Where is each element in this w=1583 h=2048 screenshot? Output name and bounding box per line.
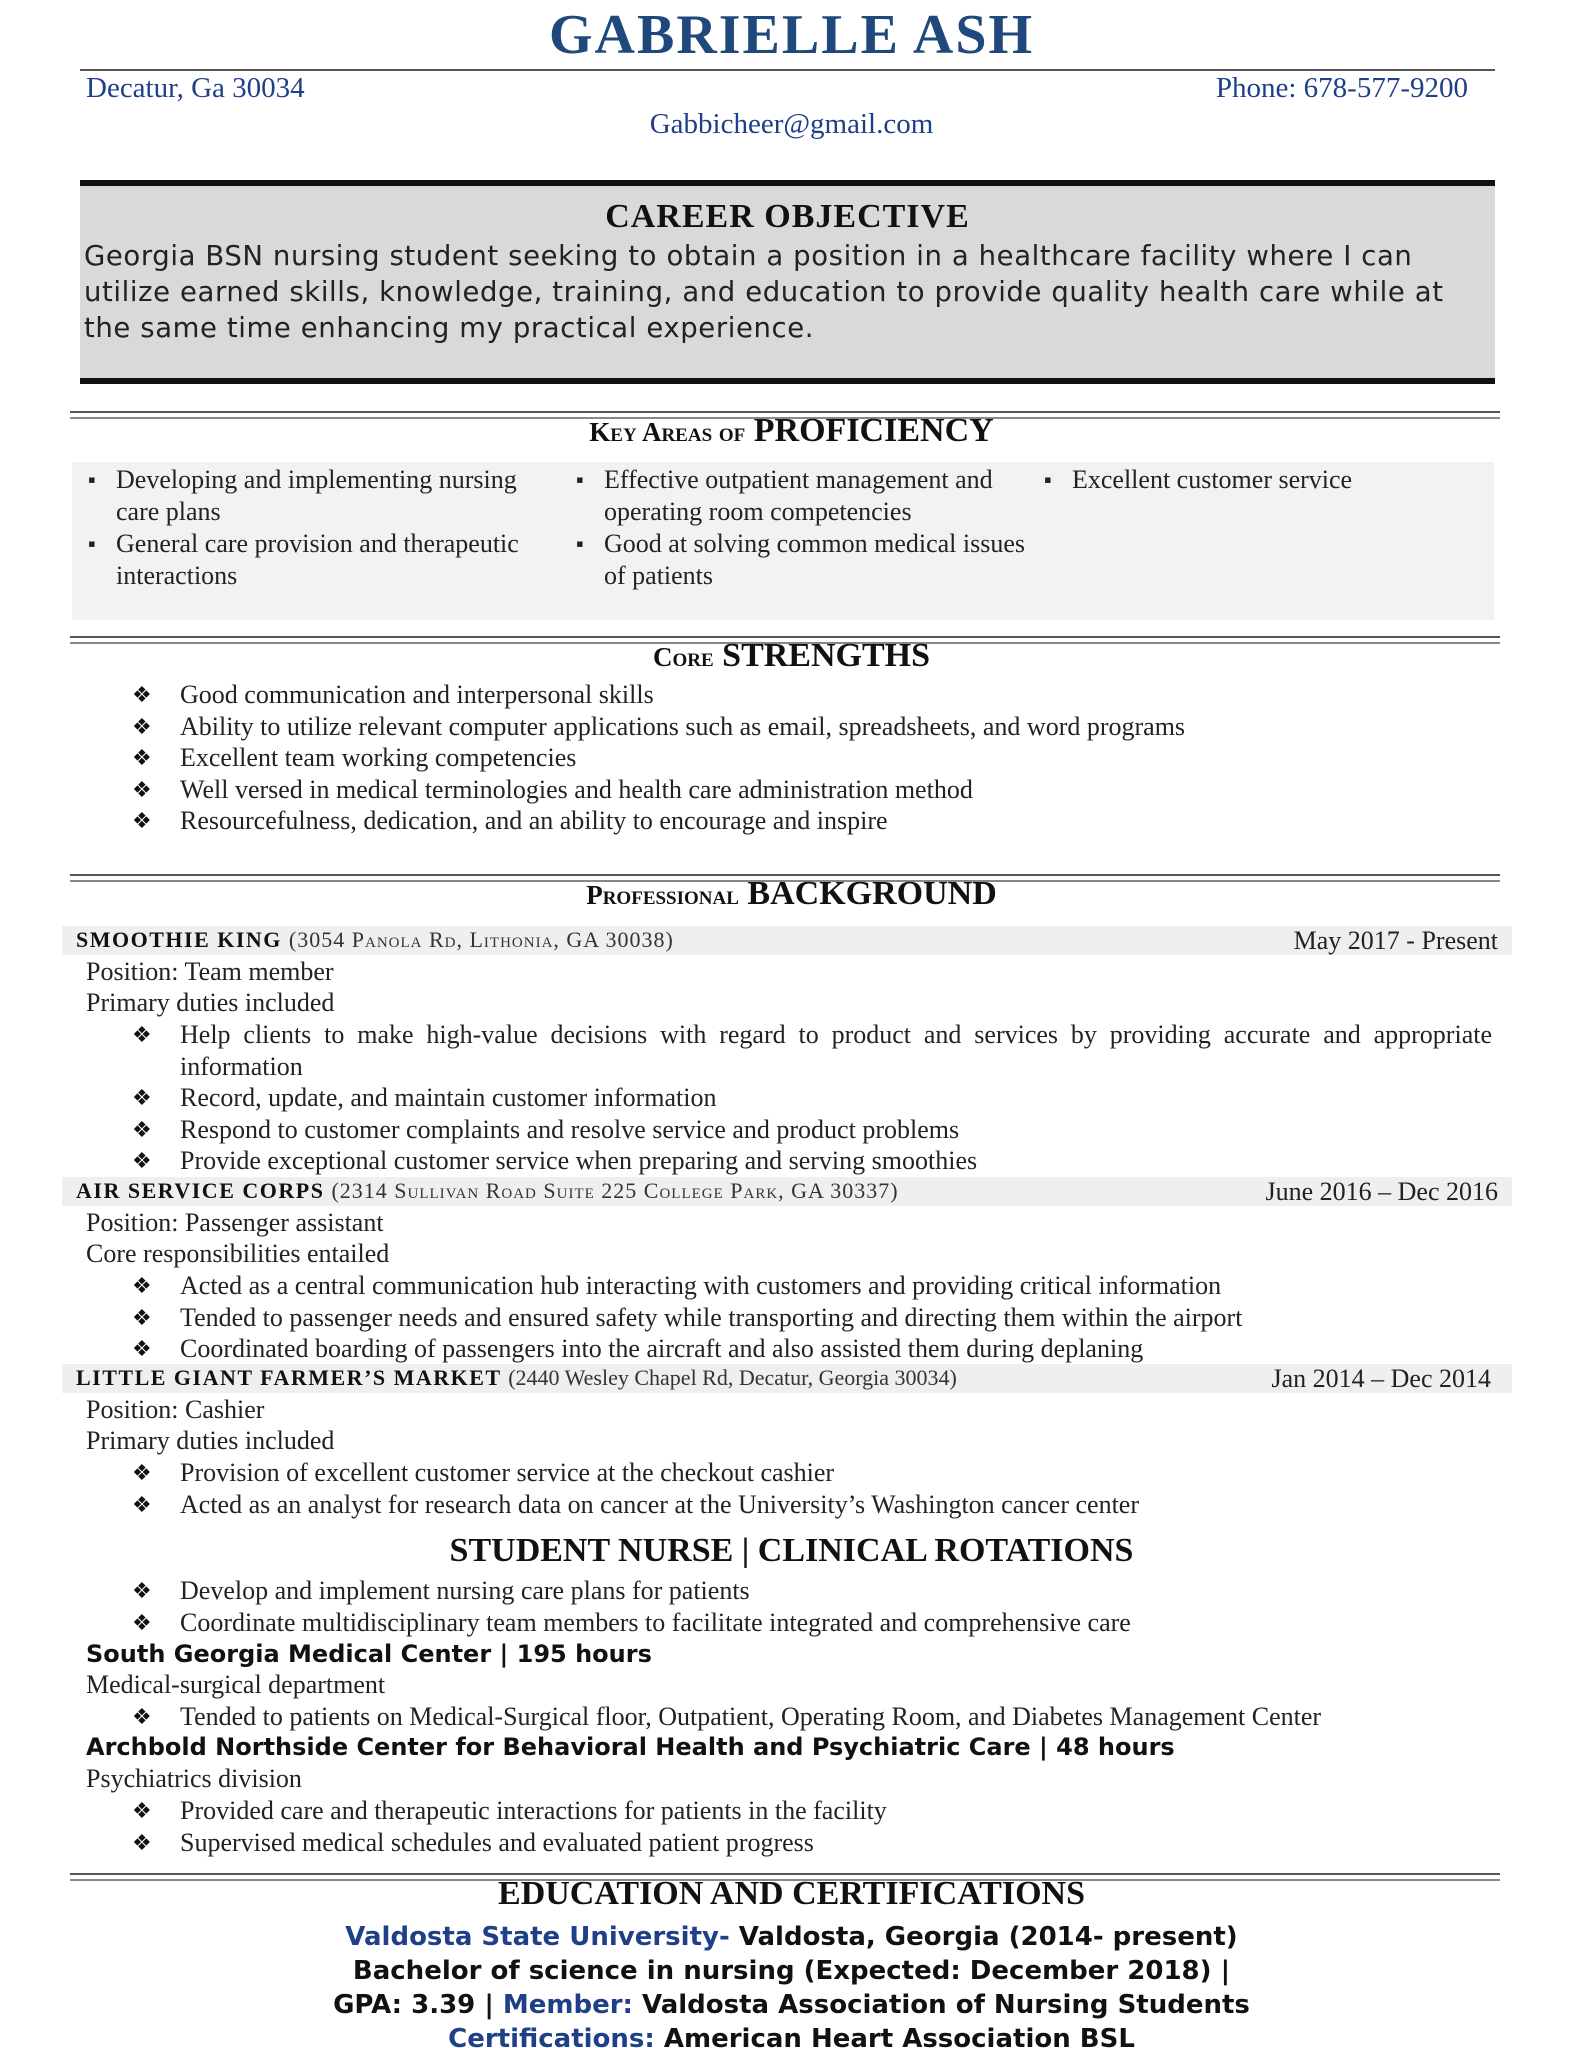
- proficiency-item: ▪ Excellent customer service: [1040, 464, 1460, 496]
- proficiency-col-3: [1040, 464, 1460, 496]
- proficiency-item: ▪ Good at solving common medical issues of patients: [572, 528, 1032, 592]
- job-duties-list: [132, 1270, 1492, 1365]
- education-school-line: [0, 1922, 1583, 1952]
- strengths-list: [132, 679, 1492, 837]
- clinical-site-list: [132, 1795, 1492, 1858]
- background-title-small: Professional: [586, 880, 739, 910]
- clinical-item: ❖ Supervised medical schedules and evaluated patient progress: [132, 1827, 1492, 1859]
- clinical-site-dept: Psychiatrics division: [86, 1764, 302, 1793]
- clinical-site-name: South Georgia Medical Center | 195 hours: [86, 1640, 652, 1668]
- duty-item: ❖ Tended to passenger needs and ensured safety while transporting and directing them within the airport: [132, 1302, 1492, 1334]
- duty-item: ❖ Acted as a central communication hub interacting with customers and providing critical information: [132, 1270, 1492, 1302]
- clinical-item: ❖ Provided care and therapeutic interactions for patients in the facility: [132, 1795, 1492, 1827]
- clinical-item: ❖ Tended to patients on Medical-Surgical floor, Outpatient, Operating Room, and Diabetes Management Center: [132, 1701, 1512, 1733]
- job-employer: [76, 1178, 899, 1204]
- job-duties-label: Core responsibilities entailed: [86, 1239, 390, 1268]
- proficiency-item: ▪ Developing and implementing nursing care plans: [84, 464, 554, 528]
- clinical-item: ❖ Develop and implement nursing care plans for patients: [132, 1575, 1492, 1607]
- employer-name: LITTLE GIANT FARMER’S MARKET: [76, 1365, 502, 1390]
- proficiency-col-2: [572, 464, 1032, 592]
- duty-item: ❖ Respond to customer complaints and resolve service and product problems: [132, 1114, 1492, 1146]
- employer-address: (3054 Panola Rd, Lithonia, GA 30038): [288, 927, 674, 952]
- clinical-item: ❖ Coordinate multidisciplinary team members to facilitate integrated and comprehensive care: [132, 1607, 1492, 1639]
- education-cert-line: [0, 2024, 1583, 2048]
- duty-item: ❖ Record, update, and maintain customer information: [132, 1082, 1492, 1114]
- strengths-title-big: STRENGTHS: [722, 637, 931, 674]
- duty-item: ❖ Provision of excellent customer service at the checkout cashier: [132, 1457, 1492, 1489]
- strength-item: ❖ Good communication and interpersonal skills: [132, 679, 1492, 711]
- career-objective-text: Georgia BSN nursing student seeking to obtain a position in a healthcare facility where I can utilize earned skills, knowledge, training, and education to provide quality health care while at the same time enhancing my practical experience.: [84, 240, 1444, 344]
- proficiency-item: ▪ Effective outpatient management and operating room competencies: [572, 464, 1032, 528]
- employer-name: AIR SERVICE CORPS: [76, 1178, 325, 1203]
- strength-item: ❖ Resourcefulness, dedication, and an ability to encourage and inspire: [132, 805, 1492, 837]
- job-date: June 2016 – Dec 2016: [1265, 1177, 1498, 1206]
- background-title: [0, 875, 1583, 913]
- proficiency-title-small: Key Areas of: [589, 417, 746, 447]
- employer-name: SMOOTHIE KING: [76, 927, 282, 952]
- job-date: May 2017 - Present: [1293, 926, 1498, 955]
- job-duties-label: Primary duties included: [86, 988, 335, 1017]
- header-rule: [80, 69, 1495, 71]
- strengths-title-small: Core: [652, 642, 714, 672]
- duty-item: ❖ Provide exceptional customer service when preparing and serving smoothies: [132, 1145, 1492, 1177]
- phone: Phone: 678-577-9200: [1215, 72, 1468, 104]
- background-title-big: BACKGROUND: [747, 875, 997, 912]
- proficiency-box: [72, 462, 1494, 620]
- cert-value: American Heart Association BSL: [654, 2024, 1135, 2048]
- member-label: Member:: [502, 1990, 633, 2020]
- job-position: Position: Team member: [86, 957, 334, 986]
- job-employer: [76, 927, 674, 953]
- job-duties-list: [132, 1019, 1492, 1177]
- member-org: Valdosta Association of Nursing Students: [632, 1990, 1250, 2020]
- duty-item: ❖ Coordinated boarding of passengers into the aircraft and also assisted them during deplaning: [132, 1333, 1492, 1365]
- clinical-site-list: [132, 1701, 1512, 1733]
- clinical-site-dept: Medical-surgical department: [86, 1670, 386, 1699]
- proficiency-title: [0, 412, 1583, 450]
- job-position: Position: Passenger assistant: [86, 1208, 384, 1237]
- duty-item: ❖ Help clients to make high-value decisions with regard to product and services by providing accurate and appropriate information: [132, 1019, 1492, 1082]
- career-objective-section: [80, 180, 1495, 384]
- proficiency-item: ▪ General care provision and therapeutic interactions: [84, 528, 554, 592]
- strength-item: ❖ Ability to utilize relevant computer applications such as email, spreadsheets, and word programs: [132, 711, 1492, 743]
- education-gpa-line: [0, 1990, 1583, 2020]
- job-date: Jan 2014 – Dec 2014: [1271, 1364, 1491, 1393]
- job-employer: [76, 1365, 957, 1391]
- candidate-name: GABRIELLE ASH: [548, 4, 1035, 66]
- job-duties-label: Primary duties included: [86, 1426, 335, 1455]
- clinical-site-name: Archbold Northside Center for Behavioral Health and Psychiatric Care | 48 hours: [86, 1733, 1175, 1761]
- strength-item: ❖ Well versed in medical terminologies and health care administration method: [132, 774, 1492, 806]
- education-title: EDUCATION AND CERTIFICATIONS: [498, 1875, 1085, 1912]
- school-name: Valdosta State University-: [345, 1922, 730, 1952]
- employer-address: (2440 Wesley Chapel Rd, Decatur, Georgia 30034): [508, 1365, 957, 1390]
- education-degree: Bachelor of science in nursing (Expected: December 2018) |: [352, 1956, 1231, 1986]
- proficiency-title-big: PROFICIENCY: [753, 412, 994, 449]
- cert-label: Certifications:: [448, 2024, 655, 2048]
- career-objective-title: CAREER OBJECTIVE: [605, 198, 970, 235]
- address: Decatur, Ga 30034: [86, 72, 305, 104]
- employer-address: (2314 Sullivan Road Suite 225 College Park, GA 30337): [331, 1178, 899, 1203]
- clinical-title: STUDENT NURSE | CLINICAL ROTATIONS: [449, 1532, 1134, 1569]
- job-position: Position: Cashier: [86, 1395, 265, 1424]
- school-location: Valdosta, Georgia (2014- present): [729, 1922, 1238, 1952]
- email-link[interactable]: Gabbicheer@gmail.com: [649, 108, 934, 140]
- proficiency-col-1: [84, 464, 554, 592]
- duty-item: ❖ Acted as an analyst for research data on cancer at the University’s Washington cancer center: [132, 1489, 1492, 1521]
- strengths-title: [0, 637, 1583, 675]
- gpa: GPA: 3.39 |: [333, 1990, 503, 2020]
- clinical-general-list: [132, 1575, 1492, 1638]
- job-duties-list: [132, 1457, 1492, 1520]
- strength-item: ❖ Excellent team working competencies: [132, 742, 1492, 774]
